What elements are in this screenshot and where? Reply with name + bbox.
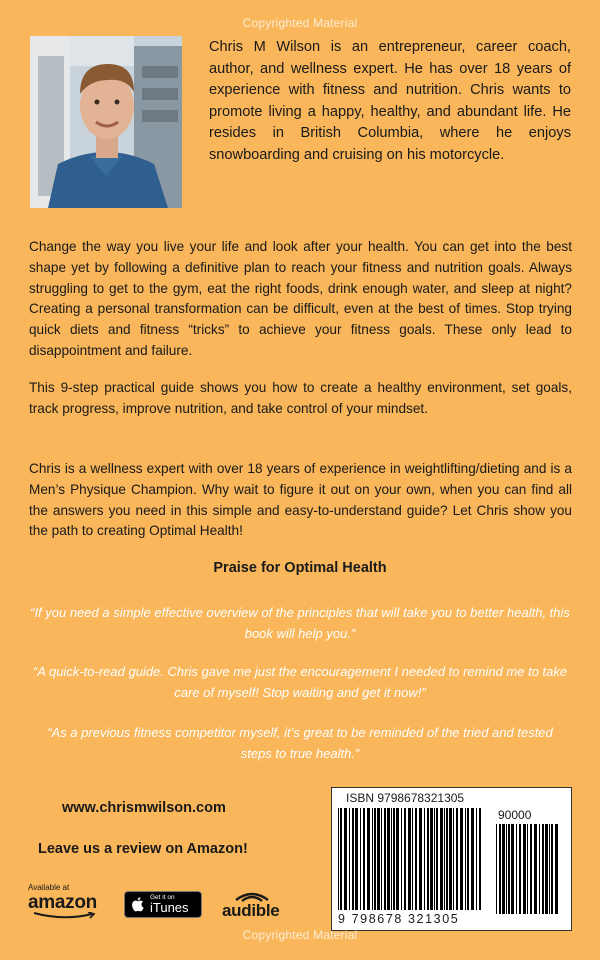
barcode-bar xyxy=(542,824,544,914)
amazon-badge[interactable] xyxy=(28,883,106,921)
barcode-bar xyxy=(444,808,445,910)
amazon-logo-text: amazon xyxy=(28,892,97,913)
barcode-bar xyxy=(393,808,395,910)
barcode-bar xyxy=(530,824,532,914)
price-code: 90000 xyxy=(498,808,532,822)
barcode-bar xyxy=(551,824,553,914)
barcode-bars xyxy=(336,808,486,910)
barcode-bar xyxy=(449,808,452,910)
barcode-bar xyxy=(440,808,443,910)
barcode-bar xyxy=(360,808,361,910)
price-barcode-bars xyxy=(494,824,560,914)
barcode-bar xyxy=(415,808,417,910)
barcode-bar xyxy=(381,808,382,910)
barcode-bar xyxy=(453,808,454,910)
barcode-bar xyxy=(545,824,548,914)
barcode-bar xyxy=(396,808,399,910)
barcode-bar xyxy=(434,808,435,910)
barcode-bar xyxy=(446,808,448,910)
barcode-bar xyxy=(523,824,526,914)
barcode-bar xyxy=(456,808,458,910)
barcode-bar xyxy=(479,808,481,910)
barcode-bar xyxy=(387,808,390,910)
review-call-to-action: Leave us a review on Amazon! xyxy=(38,841,248,857)
barcode-bar xyxy=(516,824,517,914)
barcode-bar xyxy=(549,824,550,914)
barcode-bar xyxy=(377,808,380,910)
barcode-bar xyxy=(340,808,342,910)
barcode-bar xyxy=(511,824,514,914)
isbn-label: ISBN 9798678321305 xyxy=(346,791,465,805)
audible-logo-text: audible xyxy=(222,901,280,920)
copyright-watermark-bottom: Copyrighted Material xyxy=(242,928,358,942)
barcode-bar xyxy=(372,808,373,910)
barcode-bar xyxy=(427,808,429,910)
website-link[interactable]: www.chrismwilson.com xyxy=(62,800,226,816)
barcode-bar xyxy=(344,808,347,910)
barcode-bar xyxy=(408,808,411,910)
barcode-bar xyxy=(471,808,474,910)
barcode-bar xyxy=(499,824,501,914)
barcode-bar xyxy=(467,808,469,910)
barcode-bar xyxy=(338,808,339,910)
barcode-bar xyxy=(391,808,392,910)
barcode-bar xyxy=(502,824,505,914)
description-paragraph-3: Chris is a wellness expert with over 18 years of experience in weightlifting/dieting and is a Men’s Physique Champion. Why wait to figure it out on your own, when you can find all the answers you need in this simple and easy-to-understand guide? Let Chris show you the path to creating Optimal Health! xyxy=(29,461,572,539)
audible-signal-icon xyxy=(232,888,272,902)
barcode-bar xyxy=(539,824,540,914)
barcode-bar xyxy=(404,808,406,910)
barcode-bar xyxy=(527,824,528,914)
description-paragraph-1: Change the way you live your life and look after your health. You can get into the best shape yet by following a definitive plan to reach your fitness and nutrition goals. Always struggling to get to the gym, eat the right foods, drink enough water, and sleep at night? Creating a personal transformation can be difficult, even at the best of times. Stop trying quick diets and fitness “tricks” to achieve your fitness goals. These only lead to disappointment and failure. xyxy=(29,239,572,358)
isbn-digits: 9 798678 321305 xyxy=(338,912,460,926)
barcode-bar xyxy=(419,808,422,910)
barcode-bar xyxy=(355,808,358,910)
copyright-watermark-top: Copyrighted Material xyxy=(242,16,358,30)
itunes-badge-small-text: Get it on xyxy=(150,894,175,901)
barcode-bar xyxy=(430,808,433,910)
apple-icon xyxy=(131,896,145,912)
barcode-bar xyxy=(349,808,350,910)
barcode-bar xyxy=(460,808,463,910)
barcode-bar xyxy=(352,808,354,910)
barcode-bar xyxy=(436,808,438,910)
barcode-bar xyxy=(367,808,370,910)
itunes-badge[interactable] xyxy=(124,891,202,918)
amazon-smile-icon xyxy=(30,912,100,920)
author-bio: Chris M Wilson is an entrepreneur, career coach, author, and wellness expert. He has over 18 years of experience with fitness and nutrition. Chris wants to promote living a happy, healthy, and abundant life. He resides in British Columbia, where he enjoys snowboarding and cruising on his motorcycle. xyxy=(209,39,571,163)
barcode-bar xyxy=(534,824,537,914)
barcode-bar xyxy=(384,808,386,910)
barcode-bar xyxy=(363,808,365,910)
barcode-bar xyxy=(374,808,376,910)
testimonial-quote-3: “As a previous fitness competitor myself, it’s great to be reminded of the tried and tested steps to true health.” xyxy=(47,725,553,761)
barcode-bar xyxy=(476,808,477,910)
barcode-bar xyxy=(401,808,402,910)
author-photo xyxy=(30,36,182,208)
barcode-bar xyxy=(465,808,466,910)
barcode-bar xyxy=(424,808,425,910)
barcode-bar xyxy=(412,808,413,910)
praise-heading: Praise for Optimal Health xyxy=(213,560,387,576)
barcode-bar xyxy=(506,824,507,914)
amazon-badge-small-text: Available at xyxy=(28,883,70,892)
barcode-bar xyxy=(508,824,510,914)
audible-badge[interactable] xyxy=(216,888,286,922)
description-paragraph-2: This 9-step practical guide shows you how to create a healthy environment, set goals, track progress, improve nutrition, and take control of your mindset. xyxy=(29,380,572,416)
barcode-bar xyxy=(496,824,497,914)
testimonial-quote-2: “A quick-to-read guide. Chris gave me just the encouragement I needed to remind me to take care of myself! Stop waiting and get it now!” xyxy=(32,664,568,700)
testimonial-quote-1: “If you need a simple effective overview of the principles that will take you to better health, this book will help you.” xyxy=(30,605,570,641)
barcode-bar xyxy=(555,824,558,914)
barcode-bar xyxy=(519,824,521,914)
isbn-barcode xyxy=(331,787,572,931)
itunes-logo-text: iTunes xyxy=(150,900,189,915)
